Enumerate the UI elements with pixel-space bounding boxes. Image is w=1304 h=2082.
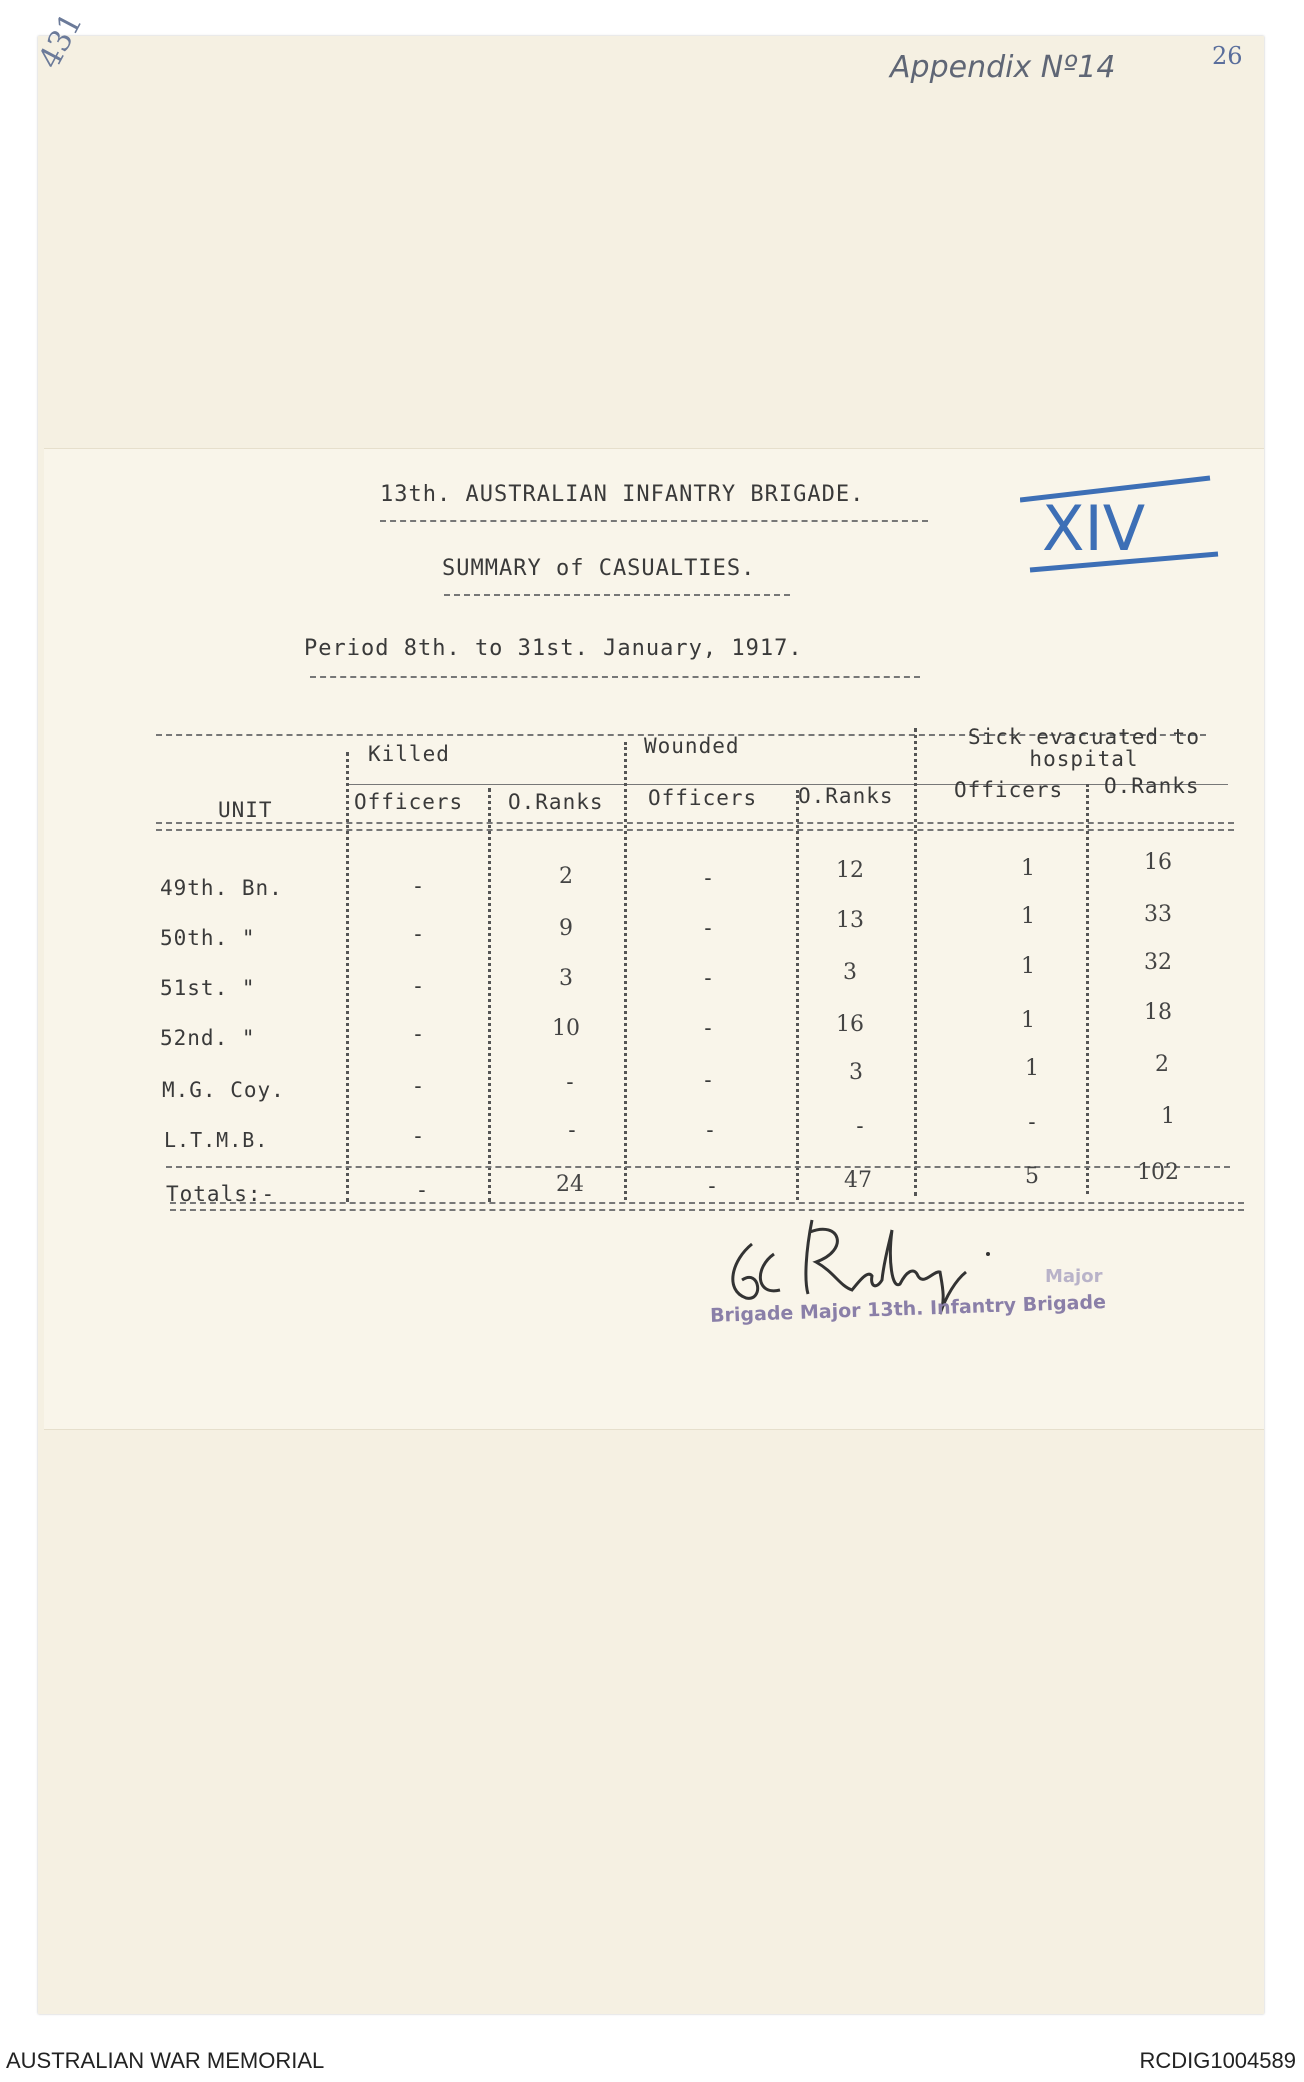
total-cell: 5: [1025, 1164, 1039, 1189]
total-cell: -: [415, 1178, 429, 1202]
unit-cell: M.G. Coy.: [162, 1078, 285, 1102]
value-cell: 3: [849, 1060, 863, 1085]
period-underline: [310, 676, 920, 678]
killed-officers-header: Officers: [354, 790, 464, 814]
title-underline: [444, 594, 790, 596]
totals-double-rule: [170, 1202, 1244, 1211]
period-line: Period 8th. to 31st. January, 1917.: [304, 636, 803, 661]
group-killed: Killed: [368, 742, 450, 766]
wounded-officers-header: Officers: [648, 786, 758, 810]
value-cell: 13: [836, 908, 864, 933]
brigade-heading: 13th. AUSTRALIAN INFANTRY BRIGADE.: [380, 482, 865, 507]
group-rule: [346, 784, 1228, 785]
sick-officers-header: Officers: [954, 778, 1064, 802]
brigade-underline: [380, 520, 928, 522]
unit-cell: 49th. Bn.: [160, 876, 283, 900]
column-divider: [1086, 784, 1089, 1194]
total-cell: -: [705, 1174, 719, 1198]
sick-ranks-header: O.Ranks: [1104, 774, 1200, 798]
unit-cell: L.T.M.B.: [164, 1128, 269, 1152]
value-cell: -: [411, 1074, 425, 1098]
value-cell: 1: [1025, 1056, 1039, 1081]
total-cell: 47: [844, 1168, 872, 1193]
value-cell: -: [701, 1016, 715, 1040]
value-cell: 9: [559, 916, 573, 941]
stamp-rank: Major: [1045, 1266, 1103, 1287]
value-cell: -: [1025, 1110, 1039, 1134]
value-cell: -: [701, 916, 715, 940]
killed-ranks-header: O.Ranks: [508, 790, 604, 814]
appendix-label: Appendix Nº14: [890, 50, 1116, 85]
roman-numeral-text: XIV: [1042, 492, 1146, 565]
value-cell: 2: [559, 864, 573, 889]
column-divider: [796, 790, 799, 1200]
value-cell: -: [565, 1118, 579, 1142]
totals-label: Totals:-: [166, 1182, 276, 1206]
value-cell: 2: [1155, 1052, 1169, 1077]
value-cell: -: [853, 1114, 867, 1138]
value-cell: -: [703, 1118, 717, 1142]
total-cell: 24: [556, 1172, 584, 1197]
value-cell: 18: [1144, 1000, 1172, 1025]
roman-numeral-mark: [1020, 470, 1220, 580]
value-cell: -: [411, 922, 425, 946]
column-divider: [624, 742, 627, 1200]
column-divider: [488, 788, 491, 1202]
unit-header: UNIT: [218, 798, 273, 822]
unit-cell: 50th. ": [160, 926, 256, 950]
document-title: SUMMARY of CASUALTIES.: [442, 556, 756, 581]
value-cell: -: [701, 966, 715, 990]
value-cell: 1: [1021, 1008, 1035, 1033]
value-cell: 1: [1021, 856, 1035, 881]
footer-institution: AUSTRALIAN WAR MEMORIAL: [6, 2048, 325, 2073]
value-cell: 3: [559, 966, 573, 991]
brigade-major-stamp: Brigade Major 13th. Infantry Brigade: [709, 1291, 1107, 1327]
footer-reference: RCDIG1004589: [1139, 2048, 1296, 2073]
value-cell: -: [563, 1070, 577, 1094]
value-cell: -: [411, 974, 425, 998]
column-divider: [914, 728, 917, 1196]
value-cell: -: [411, 874, 425, 898]
value-cell: 1: [1021, 904, 1035, 929]
value-cell: 1: [1021, 954, 1035, 979]
value-cell: 1: [1161, 1104, 1175, 1129]
value-cell: 32: [1144, 950, 1172, 975]
value-cell: 16: [836, 1012, 864, 1037]
value-cell: 12: [836, 858, 864, 883]
folio-number: 431: [32, 7, 90, 75]
wounded-ranks-header: O.Ranks: [798, 784, 894, 808]
page-number: 26: [1212, 42, 1243, 70]
value-cell: 10: [552, 1016, 580, 1041]
group-sick: Sick evacuated to hospital: [968, 725, 1200, 771]
value-cell: -: [411, 1022, 425, 1046]
value-cell: 3: [843, 960, 857, 985]
unit-cell: 52nd. ": [160, 1026, 256, 1050]
value-cell: -: [411, 1124, 425, 1148]
value-cell: -: [701, 866, 715, 890]
group-wounded: Wounded: [644, 734, 740, 758]
value-cell: 33: [1144, 902, 1172, 927]
header-double-rule: [156, 822, 1234, 831]
value-cell: -: [701, 1068, 715, 1092]
column-divider: [346, 752, 349, 1202]
unit-cell: 51st. ": [160, 976, 256, 1000]
total-cell: 102: [1137, 1160, 1179, 1185]
value-cell: 16: [1144, 850, 1172, 875]
